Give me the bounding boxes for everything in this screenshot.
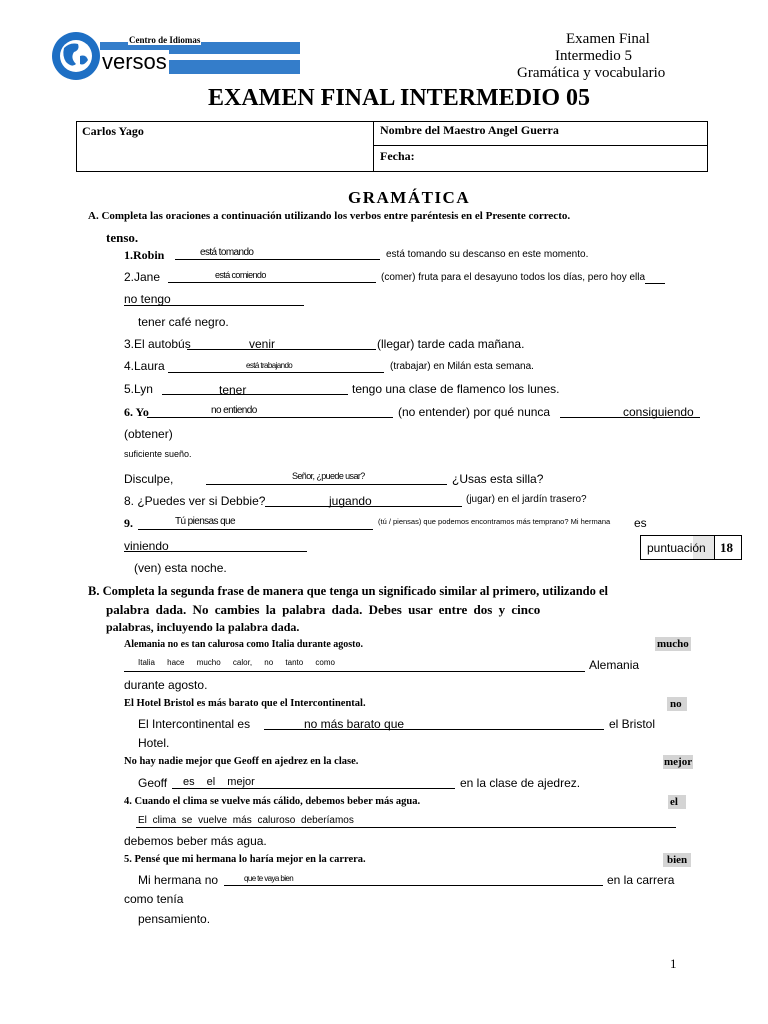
page-title: EXAMEN FINAL INTERMEDIO 05 (208, 85, 591, 111)
b-q3-line (172, 788, 455, 789)
b-q2-prompt: El Hotel Bristol es más barato que el Intercontinental. (124, 698, 366, 709)
a-q7-label: Disculpe, (124, 472, 174, 486)
a-q1-line (175, 259, 380, 260)
globe-icon (50, 30, 102, 82)
a-q2-answer[interactable]: está comiendo (215, 270, 266, 280)
a-q6-rest: (no entender) por qué nunca (398, 405, 551, 419)
page-number: 1 (670, 956, 677, 971)
a-q3-rest: (llegar) tarde cada mañana. (377, 337, 525, 351)
header-right-line1: Examen Final (566, 31, 650, 47)
b-q1-end: durante agosto. (124, 678, 208, 692)
b-q3-prompt: No hay nadie mejor que Geoff en ajedrez en la clase. (124, 756, 359, 767)
a-q6-answer2[interactable]: consiguiendo (623, 405, 694, 419)
a-q1-rest: está tomando su descanso en este momento. (386, 249, 589, 260)
b-q5-start: Mi hermana no (138, 873, 219, 887)
score-value: 18 (720, 540, 733, 555)
info-table (76, 121, 708, 172)
b-q4-prompt: 4. Cuando el clima se vuelve más cálido, debemos beber más agua. (124, 796, 421, 807)
header-right-line2: Intermedio 5 (555, 48, 633, 64)
a-q3-label: 3.El autobús (124, 337, 191, 351)
a-q7-line (206, 484, 447, 485)
a-q8-rest: (jugar) en el jardín trasero? (466, 494, 587, 505)
a-q2-end-line (645, 283, 665, 284)
section-title: GRAMÁTICA (348, 188, 471, 207)
a-q7-answer[interactable]: Señor, ¿puede usar? (292, 471, 365, 481)
b-q5-end2: pensamiento. (138, 912, 211, 926)
a-q5-answer[interactable]: tener (219, 383, 247, 397)
a-q9-line (138, 529, 373, 530)
b-q5-line (224, 885, 603, 886)
a-q8-label: 8. ¿Puedes ver si Debbie? (124, 494, 266, 508)
b-q3-rest: en la clase de ajedrez. (460, 776, 581, 790)
a-q6-answer[interactable]: no entiendo (211, 405, 257, 416)
b-q4-word: el (668, 795, 686, 809)
a-q1-answer[interactable]: está tomando (200, 247, 254, 258)
a-q4-label: 4.Laura (124, 359, 165, 373)
b-q1-line (124, 671, 585, 672)
b-q1-prompt: Alemania no es tan calurosa como Italia durante agosto. (124, 639, 363, 650)
logo-small-text: Centro de Idiomas (129, 35, 201, 45)
teacher-name: Nombre del Maestro Angel Guerra (380, 123, 559, 137)
a-q9-end: (ven) esta noche. (134, 561, 227, 575)
section-a-instruction: A. Completa las oraciones a continuación utilizando los verbos entre paréntesis en el Presente correcto. (88, 210, 571, 222)
score-box (640, 535, 742, 560)
student-name: Carlos Yago (82, 124, 144, 138)
a-q9-answer2[interactable]: viniendo (124, 539, 169, 553)
b-q5-answer[interactable]: que te vaya bien (244, 874, 294, 883)
b-q1-rest: Alemania (589, 658, 640, 672)
b-q5-end1: como tenía (124, 892, 184, 906)
a-q7-rest: ¿Usas esta silla? (452, 472, 544, 486)
b-q2-start: El Intercontinental es (138, 717, 251, 731)
b-q5-prompt: 5. Pensé que mi hermana lo haría mejor en la carrera. (124, 854, 366, 865)
a-q1-label: 1.Robin (124, 248, 165, 262)
a-q4-line (168, 372, 384, 373)
header-right-line3: Gramática y vocabulario (517, 65, 666, 81)
section-b-instruction1: B. Completa la segunda frase de manera que tenga un significado similar al primero, utilizando el (88, 584, 609, 598)
b-q1-answer[interactable]: Italia hace mucho calor, no tanto como (138, 658, 335, 667)
a-q9-answer[interactable]: Tú piensas que (175, 516, 235, 527)
a-q3-answer[interactable]: venir (249, 337, 276, 351)
a-q2-end: tener café negro. (138, 315, 229, 329)
a-q6-line (147, 417, 393, 418)
section-a-instruction-cont: tenso. (106, 230, 139, 245)
b-q2-answer[interactable]: no más barato que (304, 717, 405, 731)
b-q2-rest: el Bristol (609, 717, 656, 731)
b-q4-answer[interactable]: El clima se vuelve más caluroso deberíamos (138, 815, 354, 826)
b-q2-word: no (667, 697, 687, 711)
a-q8-answer[interactable]: jugando (329, 494, 372, 508)
a-q2-answer2[interactable]: no tengo (124, 292, 171, 306)
section-b-instruction2: palabra dada. No cambies la palabra dada. Debes usar entre dos y cinco (106, 602, 541, 617)
a-q6-end: suficiente sueño. (124, 449, 192, 459)
a-q3-line (187, 349, 376, 350)
a-q6-verb: (obtener) (124, 427, 173, 441)
section-b-instruction3: palabras, incluyendo la palabra dada. (106, 620, 300, 634)
a-q5-rest: tengo una clase de flamenco los lunes. (352, 382, 560, 396)
b-q5-word: bien (663, 853, 691, 867)
a-q2-label: 2.Jane (124, 270, 161, 284)
a-q5-line (162, 394, 348, 395)
b-q5-rest: en la carrera (607, 873, 675, 887)
a-q5-label: 5.Lyn (124, 382, 153, 396)
a-q9-rest: (tú / piensas) que podemos encontramos más temprano? Mi hermana (378, 517, 611, 526)
b-q3-word: mejor (664, 756, 693, 768)
a-q6-label: 6. Yo (124, 405, 149, 419)
a-q9-es: es (634, 516, 647, 530)
b-q1-word: mucho (657, 638, 689, 650)
date-label: Fecha: (380, 149, 415, 163)
a-q9-label: 9. (124, 516, 133, 530)
b-q3-start: Geoff (138, 776, 168, 790)
logo (50, 30, 310, 82)
a-q4-rest: (trabajar) en Milán esta semana. (390, 361, 534, 372)
b-q4-line (136, 827, 676, 828)
logo-brand-text: versos (102, 49, 167, 74)
score-label: puntuación (647, 541, 706, 555)
b-q3-answer[interactable]: es el mejor (183, 776, 255, 788)
a-q4-answer[interactable]: está trabajando (246, 361, 293, 370)
a-q2-line (168, 282, 376, 283)
a-q2-rest: (comer) fruta para el desayuno todos los días, pero hoy ella (381, 272, 646, 283)
b-q4-end: debemos beber más agua. (124, 834, 267, 848)
b-q2-end: Hotel. (138, 736, 170, 750)
